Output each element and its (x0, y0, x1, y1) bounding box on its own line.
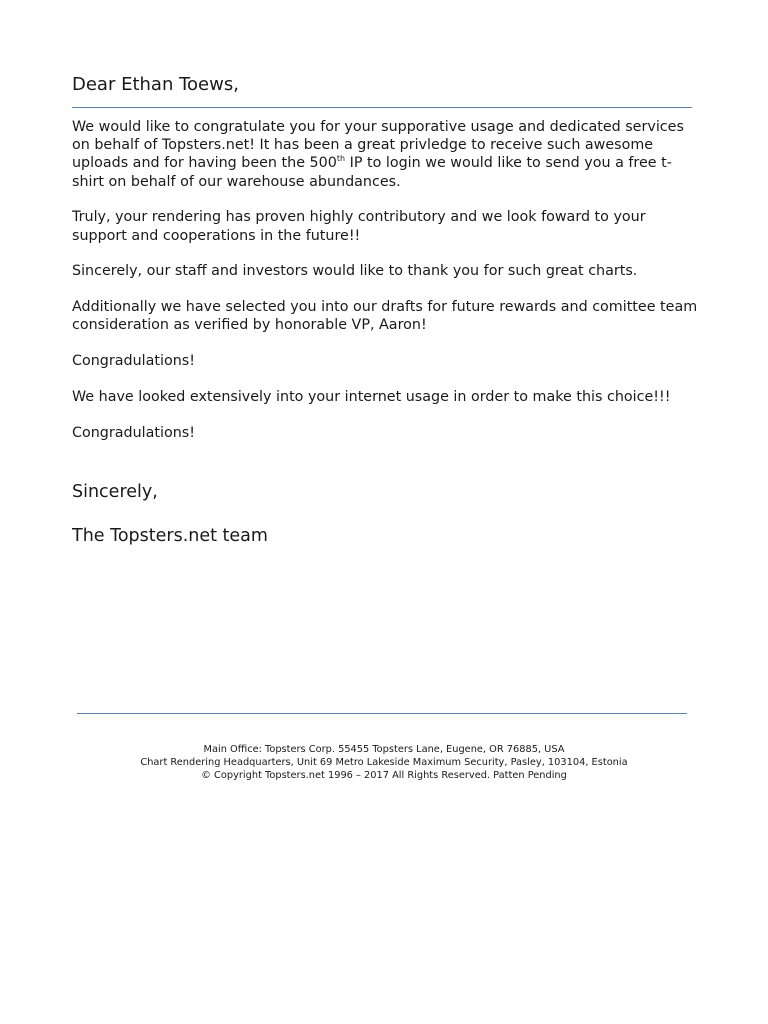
paragraph-rendering: Truly, your rendering has proven highly contributory and we look foward to your support and cooperations in the future!! (72, 209, 646, 244)
ordinal-suffix: th (336, 154, 346, 164)
footer-divider (77, 713, 687, 714)
paragraph-congradulations-2: Congradulations! (72, 424, 195, 441)
signature: The Topsters.net team (72, 526, 268, 546)
footer-main-office: Main Office: Topsters Corp. 55455 Topsters Lane, Eugene, OR 76885, USA (203, 744, 565, 755)
footer-copyright: © Copyright Topsters.net 1996 – 2017 All Rights Reserved. Patten Pending (201, 770, 567, 781)
paragraph-drafts: Additionally we have selected you into our drafts for future rewards and comittee team consideration as verified by honorable VP, Aaron! (72, 299, 698, 334)
footer (0, 743, 768, 782)
letter-body (72, 118, 702, 460)
paragraph-text: IP to login we would like to send you a free t-shirt on behalf of our warehouse abundances. (72, 155, 672, 190)
salutation: Dear Ethan Toews, (72, 74, 239, 95)
paragraph-thanks: Sincerely, our staff and investors would like to thank you for such great charts. (72, 263, 638, 280)
paragraph-internet-usage: We have looked extensively into your internet usage in order to make this choice!!! (72, 389, 671, 405)
paragraph-text: We would like to congratulate you for your supporative usage and dedicated services on behalf of Topsters.net! It has been a great privledge to receive such awesome uploads and for having been the 500 (72, 119, 684, 172)
footer-headquarters: Chart Rendering Headquarters, Unit 69 Metro Lakeside Maximum Security, Pasley, 103104, Estonia (140, 757, 628, 768)
paragraph-congradulations: Congradulations! (72, 353, 195, 370)
header-divider (72, 107, 692, 108)
paragraph-congratulations (72, 118, 702, 191)
closing: Sincerely, (72, 482, 158, 502)
